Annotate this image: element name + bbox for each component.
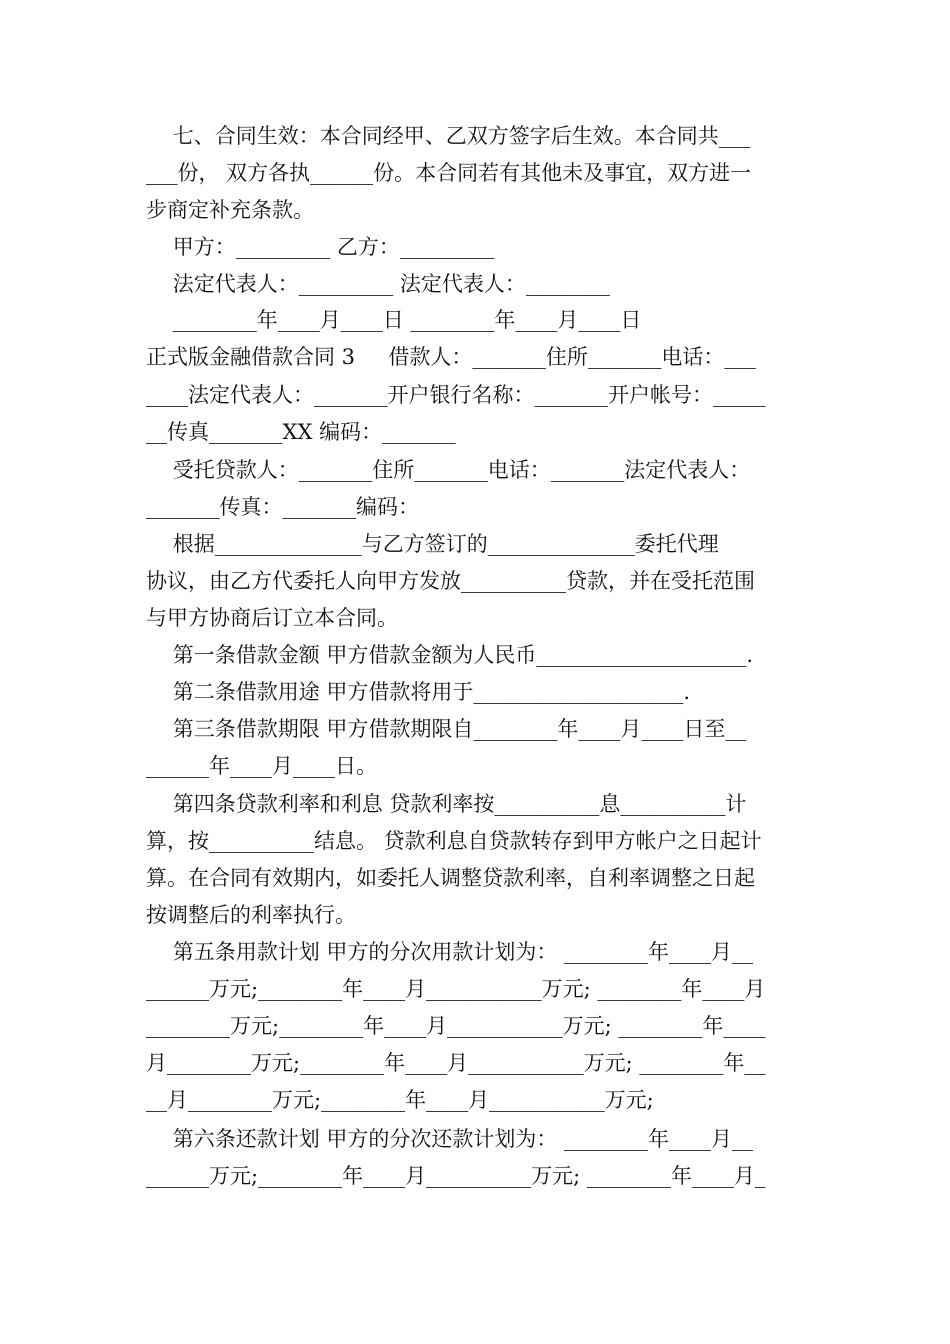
text-line: ______年____月____日。	[146, 754, 377, 778]
text-line: 甲方：_________ 乙方：_________	[146, 235, 495, 259]
text-line: ______万元;________年____月__________万元; ________年____月_	[146, 1164, 766, 1188]
text-line: _______传真：_______编码：	[146, 495, 419, 519]
text-line: 协议，由乙方代委托人向甲方发放__________贷款，并在受托范围	[146, 569, 755, 593]
text-line: 按调整后的利率执行。	[146, 903, 356, 927]
text-line: 月________万元;________年____月___________万元; ________年__	[146, 1051, 766, 1075]
text-line: 与甲方协商后订立本合同。	[146, 606, 398, 630]
text-line: 算。在合同有效期内，如委托人调整贷款利率，自利率调整之日起	[146, 866, 755, 890]
text-line: 法定代表人：_________ 法定代表人：________	[146, 272, 610, 296]
text-line: __月________万元;________年____月___________万元;	[146, 1088, 654, 1112]
text-line: 算，按__________结息。 贷款利息自贷款转存到甲方帐户之日起计	[146, 829, 762, 853]
text-line: 受托贷款人：_______住所_______电话：_______法定代表人：	[146, 458, 751, 482]
text-line: 第四条贷款利率和利息 贷款利率按__________息__________计	[146, 792, 747, 816]
text-line: ________年____月____日 ________年____月____日	[146, 308, 642, 332]
text-line: ______万元;________年____月___________万元; ________年____月	[146, 977, 766, 1001]
text-line: 七、合同生效：本合同经甲、乙双方签字后生效。本合同共___	[146, 124, 751, 148]
text-line: __传真_______XX 编码：_______	[146, 420, 456, 444]
text-line: 第六条还款计划 甲方的分次还款计划为： ________年____月__	[146, 1127, 754, 1151]
text-line: ___份， 双方各执______份。本合同若有其他未及事宜，双方进一	[146, 161, 752, 185]
text-line: 正式版金融借款合同 3 借款人：_______住所_______电话：___	[146, 345, 756, 369]
text-line: ________万元;________年____月___________万元; ________年____	[146, 1014, 766, 1038]
text-line: 第一条借款金额 甲方借款金额为人民币____________________.	[146, 643, 754, 667]
text-line: 第五条用款计划 甲方的分次用款计划为： ________年____月__	[146, 940, 754, 964]
text-line: 根据______________与乙方签订的______________委托代理	[146, 532, 719, 556]
text-line: 第二条借款用途 甲方借款将用于____________________.	[146, 680, 691, 704]
text-line: ____法定代表人：_______开户银行名称：_______开户帐号：_____	[146, 383, 766, 407]
text-line: 第三条借款期限 甲方借款期限自________年____月____日至__	[146, 717, 747, 741]
text-line: 步商定补充条款。	[146, 198, 314, 222]
